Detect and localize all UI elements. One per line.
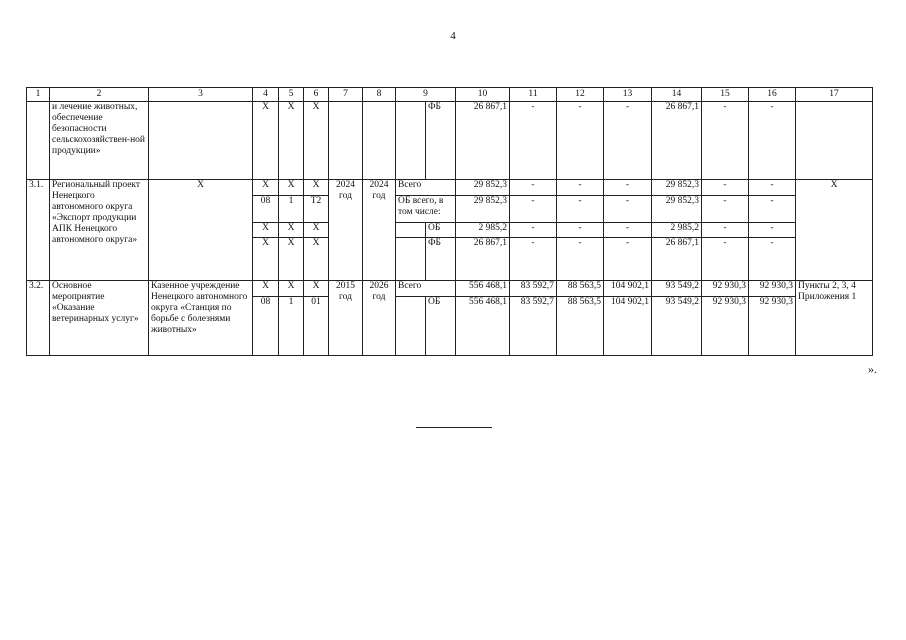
value-cell: -: [510, 196, 557, 223]
value-cell: -: [702, 196, 749, 223]
value-cell: -: [702, 238, 749, 281]
source-cell: [396, 102, 426, 180]
row-number: [27, 102, 50, 180]
code-cell: Х: [253, 238, 279, 281]
code-cell: Х: [253, 180, 279, 196]
value-cell: -: [604, 102, 652, 180]
value-cell: 92 930,3: [749, 297, 796, 356]
code-cell: 01: [304, 297, 329, 356]
source-cell: Всего: [396, 180, 456, 196]
code-cell: 08: [253, 196, 279, 223]
value-cell: 92 930,3: [702, 281, 749, 297]
value-cell: 104 902,1: [604, 281, 652, 297]
value-cell: -: [557, 238, 604, 281]
code-cell: Х: [253, 281, 279, 297]
code-cell: Х: [304, 238, 329, 281]
value-cell: -: [749, 223, 796, 238]
code-cell: Х: [304, 223, 329, 238]
executor: Х: [149, 180, 253, 281]
value-cell: 29 852,3: [456, 180, 510, 196]
note-cell: [796, 102, 873, 180]
code-cell: Х: [279, 238, 304, 281]
header-cell: 1: [27, 88, 50, 102]
value-cell: 93 549,2: [652, 281, 702, 297]
source-cell: ФБ: [426, 102, 456, 180]
value-cell: 26 867,1: [456, 102, 510, 180]
table-header-row: [27, 88, 873, 102]
note-cell: Пункты 2, 3, 4 Приложения 1: [796, 281, 873, 356]
value-cell: -: [510, 223, 557, 238]
source-cell: [396, 223, 426, 238]
activity-name: Основное мероприятие «Оказание ветеринарных услуг»: [50, 281, 149, 356]
value-cell: -: [749, 180, 796, 196]
header-cell: 17: [796, 88, 873, 102]
table-row-continuation: [27, 102, 873, 180]
row-number: 3.2.: [27, 281, 50, 356]
code-cell: Х: [253, 102, 279, 180]
value-cell: -: [510, 102, 557, 180]
header-cell: 2: [50, 88, 149, 102]
value-cell: -: [604, 238, 652, 281]
value-cell: 26 867,1: [652, 102, 702, 180]
value-cell: 2 985,2: [456, 223, 510, 238]
code-cell: Х: [279, 281, 304, 297]
source-cell: ФБ: [426, 238, 456, 281]
activity-name: и лечение животных, обеспечение безопасности сельскохозяйствен-ной продукции»: [50, 102, 149, 180]
end-year: 2026 год: [363, 281, 396, 356]
value-cell: -: [557, 196, 604, 223]
source-cell: ОБ: [426, 297, 456, 356]
code-cell: Х: [304, 180, 329, 196]
closing-quote-mark: ».: [868, 362, 877, 376]
table-row: [27, 281, 873, 297]
value-cell: 88 563,5: [557, 297, 604, 356]
value-cell: 29 852,3: [652, 196, 702, 223]
start-year: 2015 год: [329, 281, 363, 356]
code-cell: Х: [253, 223, 279, 238]
page-number: 4: [450, 30, 456, 42]
value-cell: 29 852,3: [456, 196, 510, 223]
header-cell: 14: [652, 88, 702, 102]
header-cell: 3: [149, 88, 253, 102]
budget-table: [26, 87, 873, 356]
value-cell: -: [749, 102, 796, 180]
header-cell: 4: [253, 88, 279, 102]
note-cell: Х: [796, 180, 873, 281]
code-cell: 08: [253, 297, 279, 356]
header-cell: 13: [604, 88, 652, 102]
value-cell: -: [749, 238, 796, 281]
start-year: [329, 102, 363, 180]
header-cell: 7: [329, 88, 363, 102]
header-cell: 10: [456, 88, 510, 102]
header-cell: 5: [279, 88, 304, 102]
value-cell: 556 468,1: [456, 281, 510, 297]
code-cell: Х: [279, 102, 304, 180]
separator-line: [416, 427, 492, 428]
code-cell: 1: [279, 297, 304, 356]
table-row: [27, 180, 873, 196]
value-cell: -: [702, 102, 749, 180]
code-cell: 1: [279, 196, 304, 223]
header-cell: 16: [749, 88, 796, 102]
value-cell: 93 549,2: [652, 297, 702, 356]
value-cell: 92 930,3: [749, 281, 796, 297]
source-cell: ОБ: [426, 223, 456, 238]
header-cell: 11: [510, 88, 557, 102]
code-cell: Х: [279, 223, 304, 238]
activity-name: Региональный проект Ненецкого автономного округа «Экспорт продукции АПК Ненецкого автономного округа»: [50, 180, 149, 281]
value-cell: -: [604, 223, 652, 238]
value-cell: 92 930,3: [702, 297, 749, 356]
value-cell: 26 867,1: [456, 238, 510, 281]
executor: Казенное учреждение Ненецкого автономного округа «Станция по борьбе с болезнями животных»: [149, 281, 253, 356]
value-cell: 2 985,2: [652, 223, 702, 238]
value-cell: -: [557, 102, 604, 180]
code-cell: Х: [304, 102, 329, 180]
source-cell: Всего: [396, 281, 456, 297]
end-year: [363, 102, 396, 180]
value-cell: -: [702, 180, 749, 196]
header-cell: 8: [363, 88, 396, 102]
value-cell: 83 592,7: [510, 281, 557, 297]
code-cell: Х: [279, 180, 304, 196]
code-cell: Т2: [304, 196, 329, 223]
value-cell: -: [604, 180, 652, 196]
value-cell: 88 563,5: [557, 281, 604, 297]
header-cell: 6: [304, 88, 329, 102]
header-cell: 12: [557, 88, 604, 102]
value-cell: 556 468,1: [456, 297, 510, 356]
start-year: 2024 год: [329, 180, 363, 281]
value-cell: -: [749, 196, 796, 223]
value-cell: 104 902,1: [604, 297, 652, 356]
value-cell: -: [702, 223, 749, 238]
code-cell: Х: [304, 281, 329, 297]
value-cell: -: [557, 180, 604, 196]
executor: [149, 102, 253, 180]
source-cell: ОБ всего, в том числе:: [396, 196, 456, 223]
source-cell: [396, 297, 426, 356]
value-cell: 83 592,7: [510, 297, 557, 356]
value-cell: -: [604, 196, 652, 223]
header-cell: 15: [702, 88, 749, 102]
value-cell: -: [510, 238, 557, 281]
value-cell: 26 867,1: [652, 238, 702, 281]
value-cell: -: [557, 223, 604, 238]
value-cell: -: [510, 180, 557, 196]
source-cell: [396, 238, 426, 281]
value-cell: 29 852,3: [652, 180, 702, 196]
row-number: 3.1.: [27, 180, 50, 281]
header-cell: 9: [396, 88, 456, 102]
end-year: 2024 год: [363, 180, 396, 281]
